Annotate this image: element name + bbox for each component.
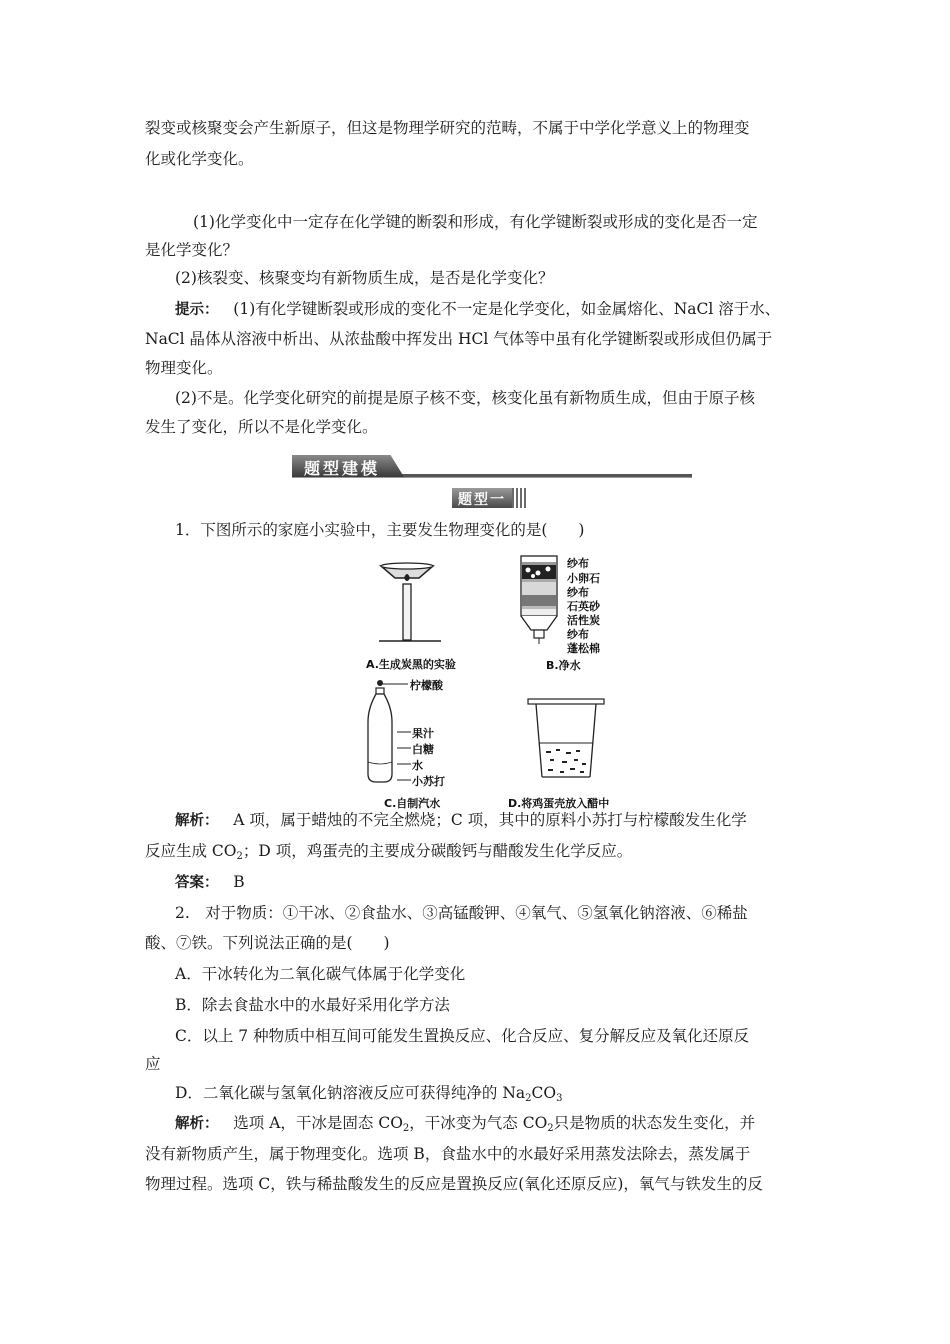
problem-1-answer: [175, 871, 810, 894]
figure-c-item-2: 白糖: [412, 743, 434, 756]
figure-c-top-leader: [380, 682, 410, 686]
answer-label: 答案：: [175, 875, 219, 891]
hint-paragraph-1-line-3: 物理变化。: [145, 359, 223, 377]
hint-paragraph-2-line-2: 发生了变化，所以不是化学变化。: [145, 418, 378, 436]
problem-2-option-c-line-2: 应: [145, 1055, 161, 1073]
problem-2-option-c-line-1: C．以上 7 种物质中相互间可能发生置换反应、化合反应、复分解反应及氧化还原反: [175, 1027, 750, 1045]
intro-line-2: 化或化学变化。: [145, 150, 254, 168]
problem-2-analysis-label: 解析：: [175, 1116, 219, 1132]
figure-b-layer-2: 小卵石: [567, 572, 600, 585]
problem-2-stem-line-2: 酸、⑦铁。下列说法正确的是( ): [145, 934, 390, 952]
sub-banner-title: 题型一: [458, 492, 506, 508]
question-1-line-1: (1)化学变化中一定存在化学键的断裂和形成，有化学键断裂或形成的变化是否一定: [193, 213, 758, 231]
figure-b-label: B.净水: [546, 659, 581, 672]
problem-1-analysis-line-2: [145, 840, 810, 862]
opt-d-mid: CO: [531, 1084, 557, 1102]
sub-banner: [452, 488, 522, 508]
opt-d-sub1: 2: [525, 1093, 532, 1104]
problem-1-analysis-label: 解析：: [175, 813, 219, 829]
p2-an-l1-sub2: 2: [547, 1123, 554, 1134]
opt-d-pre: D．二氧化碳与氢氧化钠溶液反应可获得纯净的 Na: [175, 1084, 526, 1102]
figure-c-item-4: 小苏打: [412, 775, 445, 788]
figure-c-item-3: 水: [412, 759, 423, 772]
figure-c-top-note: 柠檬酸: [410, 679, 443, 692]
figure-b-layer-7: 蓬松棉: [567, 642, 600, 655]
figure-d-label: D.将鸡蛋壳放入醋中: [508, 797, 610, 810]
figure-d-diagram: [526, 697, 606, 783]
figure-a-diagram: [375, 558, 445, 643]
hint-label: 提示：: [175, 302, 219, 318]
hint-p1-l1: (1)有化学键断裂或形成的变化不一定是化学变化，如金属熔化、NaCl 溶于水、: [233, 300, 781, 318]
problem-2-option-a: A．干冰转化为二氧化碳气体属于化学变化: [175, 965, 466, 983]
problem-2-stem-line-1: 2. 对于物质：①干冰、②食盐水、③高锰酸钾、④氧气、⑤氢氧化钠溶液、⑥稀盐: [175, 904, 748, 922]
intro-line-1: 裂变或核聚变会产生新原子，但这是物理学研究的范畴，不属于中学化学意义上的物理变: [145, 119, 750, 137]
p1-analysis-l1: A 项，属于蜡烛的不完全燃烧；C 项，其中的原料小苏打与柠檬酸发生化学: [233, 811, 747, 829]
p2-an-l1-c: 只是物质的状态发生变化，并: [553, 1114, 756, 1132]
p2-an-l1-a: 选项 A，干冰是固态 CO: [233, 1114, 403, 1132]
opt-d-sub2: 3: [556, 1093, 563, 1104]
answer-value: B: [233, 873, 245, 891]
p2-an-l1-b: ，干冰变为气态 CO: [409, 1114, 548, 1132]
figure-c-item-1: 果汁: [412, 727, 434, 740]
problem-2-option-b: B．除去食盐水中的水最好采用化学方法: [175, 996, 450, 1014]
problem-2-option-d: [175, 1082, 810, 1104]
p1-an-l2-sub: 2: [236, 851, 243, 862]
problem-2-analysis-line-1: [175, 1112, 810, 1135]
hint-paragraph-1-line-2: NaCl 晶体从溶液中析出、从浓盐酸中挥发出 HCl 气体等中虽有化学键断裂或形成但仍属于: [145, 330, 773, 348]
figure-c-leaders: [393, 726, 413, 786]
problem-2-analysis-line-3: 物理过程。选项 C，铁与稀盐酸发生的反应是置换反应(氧化还原反应)，氧气与铁发生的反: [145, 1175, 763, 1193]
figure-b-layer-5: 活性炭: [567, 614, 600, 627]
p1-an-l2-post: ；D 项，鸡蛋壳的主要成分碳酸钙与醋酸发生化学反应。: [242, 842, 633, 860]
figure-c-label: C.自制汽水: [384, 797, 441, 810]
p1-an-l2-pre: 反应生成 CO: [145, 842, 237, 860]
hint-paragraph-2-line-1: (2)不是。化学变化研究的前提是原子核不变，核变化虽有新物质生成，但由于原子核: [175, 389, 755, 407]
figure-b-layer-1: 纱布: [567, 557, 589, 570]
problem-1-analysis-line-1: [175, 809, 810, 832]
figure-b-diagram: [515, 554, 565, 646]
banner-title: 题型建模: [304, 459, 381, 478]
figure-a-label: A.生成炭黑的实验: [366, 658, 456, 671]
problem-1-stem: 1．下图所示的家庭小实验中，主要发生物理变化的是( ): [175, 521, 585, 539]
section-banner: [292, 455, 692, 483]
figure-b-layer-3: 纱布: [567, 586, 589, 599]
question-1-line-2: 是化学变化？: [145, 241, 239, 259]
hint-paragraph-1-line-1: [175, 298, 810, 321]
p2-an-l1-sub1: 2: [402, 1123, 410, 1134]
sub-banner-stripes: [512, 488, 526, 508]
figure-b-layer-6: 纱布: [567, 628, 589, 641]
question-2: (2)核裂变、核聚变均有新物质生成，是否是化学变化？: [175, 269, 554, 287]
problem-2-analysis-line-2: 没有新物质产生，属于物理变化。选项 B，食盐水中的水最好采用蒸发法除去，蒸发属于: [145, 1145, 751, 1163]
figure-b-layer-4: 石英砂: [567, 600, 600, 613]
